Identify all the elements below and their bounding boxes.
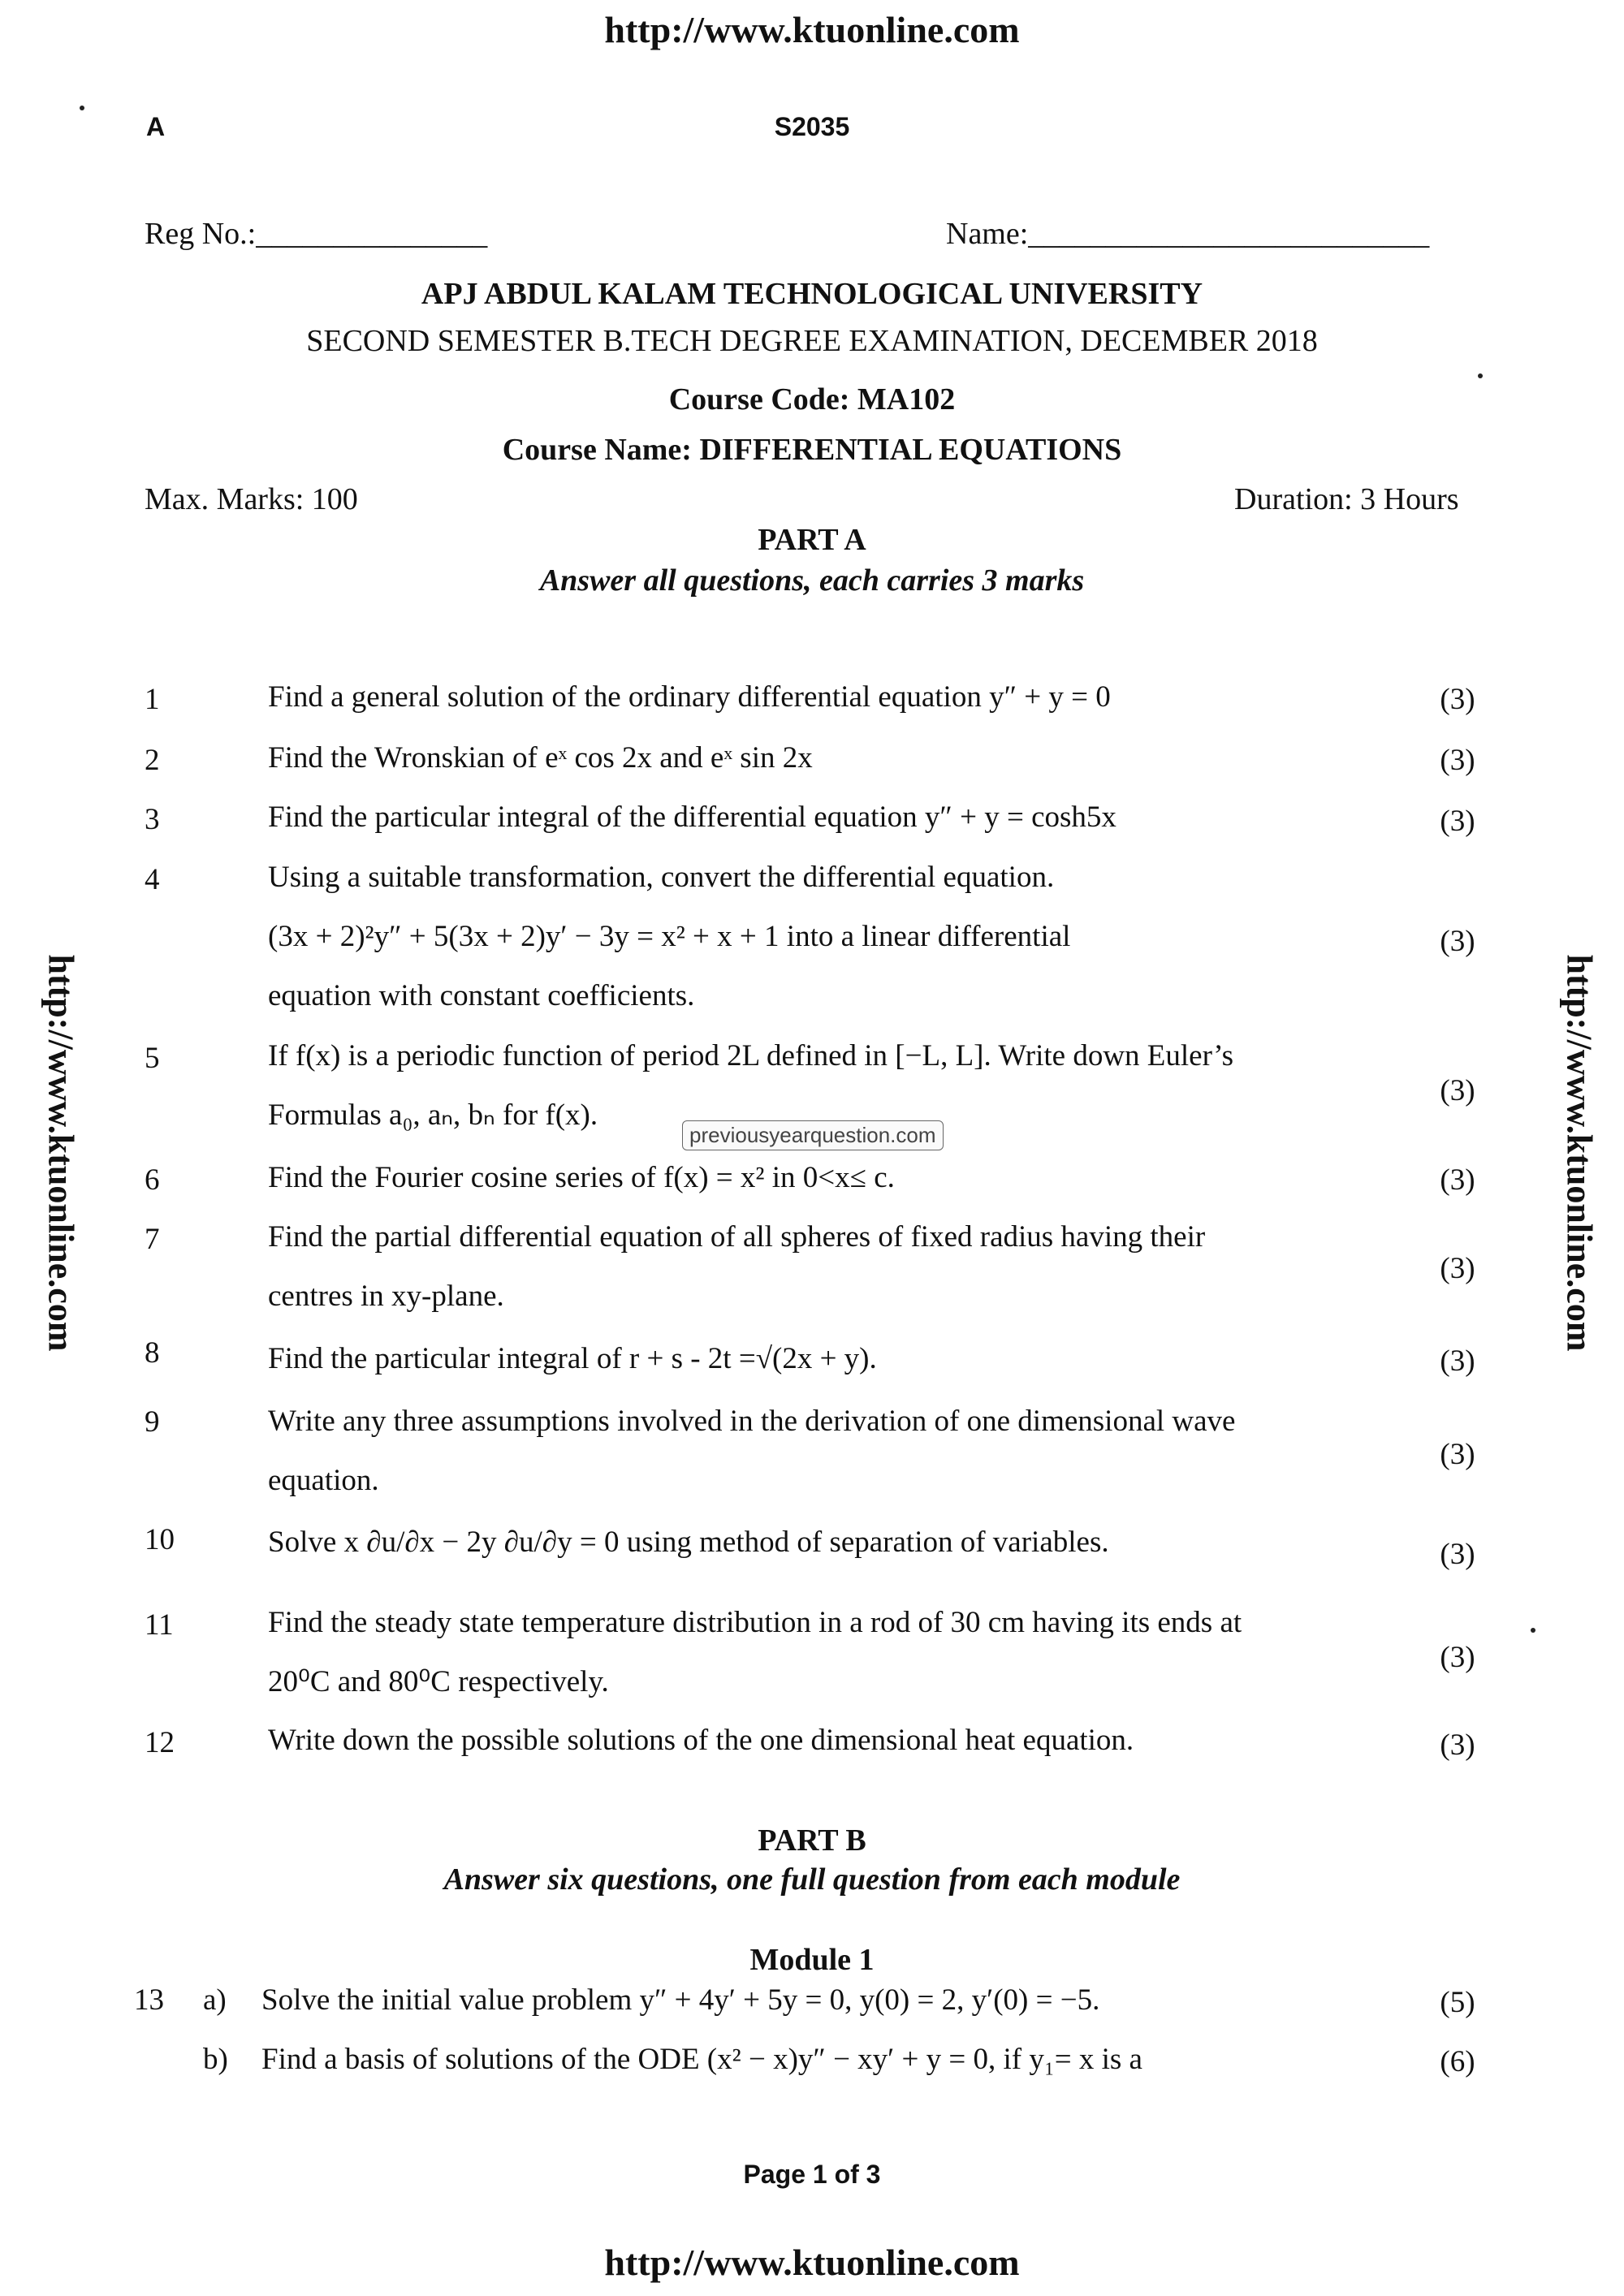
question-number: 4 xyxy=(145,863,160,896)
paper-code: S2035 xyxy=(774,112,850,141)
question-number: 10 xyxy=(145,1523,175,1556)
part-a-title: PART A xyxy=(758,523,866,557)
question-marks: (3) xyxy=(1440,1538,1475,1571)
question-text-line2: Formulas a₀, aₙ, bₙ for f(x). xyxy=(268,1098,598,1132)
subquestion-label: b) xyxy=(203,2043,228,2076)
question-number: 5 xyxy=(145,1042,160,1075)
question-text: Find a general solution of the ordinary differential equation y″ + y = 0 xyxy=(268,680,1111,714)
question-text-line2: equation. xyxy=(268,1464,379,1497)
question-number: 3 xyxy=(145,803,160,836)
question-text: Find the Fourier cosine series of f(x) = x² in 0<x≤ c. xyxy=(268,1161,895,1194)
question-number: 11 xyxy=(145,1608,174,1642)
question-number: 6 xyxy=(145,1163,160,1197)
question-text: Find a basis of solutions of the ODE (x² − x)y″ − xy′ + y = 0, if y₁= x is a xyxy=(261,2043,1142,2076)
question-marks: (3) xyxy=(1440,1728,1475,1762)
course-name: Course Name: DIFFERENTIAL EQUATIONS xyxy=(502,433,1122,467)
question-marks: (3) xyxy=(1440,744,1475,777)
exam-title: SECOND SEMESTER B.TECH DEGREE EXAMINATION, DECEMBER 2018 xyxy=(306,324,1318,358)
question-text: Write down the possible solutions of the one dimensional heat equation. xyxy=(268,1724,1134,1757)
question-text: Solve the initial value problem y″ + 4y′ + 5y = 0, y(0) = 2, y′(0) = −5. xyxy=(261,1983,1100,2017)
question-text: Find the partial differential equation of all spheres of fixed radius having their xyxy=(268,1220,1206,1254)
site-url-bottom: http://www.ktuonline.com xyxy=(604,2242,1020,2283)
module-heading: Module 1 xyxy=(749,1943,875,1977)
question-number: 9 xyxy=(145,1405,160,1439)
course-code: Course Code: MA102 xyxy=(668,382,956,416)
question-number: 2 xyxy=(145,744,160,777)
question-text: Find the particular integral of the differential equation y″ + y = cosh5x xyxy=(268,801,1116,834)
side-url-right: http://www.ktuonline.com xyxy=(1559,954,1600,1352)
university-name: APJ ABDUL KALAM TECHNOLOGICAL UNIVERSITY xyxy=(421,277,1203,311)
subquestion-label: a) xyxy=(203,1983,227,2017)
question-marks: (3) xyxy=(1440,1163,1475,1197)
site-url-top: http://www.ktuonline.com xyxy=(604,9,1020,50)
question-text-line2: 20⁰C and 80⁰C respectively. xyxy=(268,1665,609,1698)
question-text: If f(x) is a periodic function of period 2L defined in [−L, L]. Write down Euler’s xyxy=(268,1039,1233,1072)
max-marks: Max. Marks: 100 xyxy=(145,482,358,516)
question-text-line3: equation with constant coefficients. xyxy=(268,979,695,1012)
question-marks: (3) xyxy=(1440,1344,1475,1378)
question-text: Find the particular integral of r + s - 2t =√(2x + y). xyxy=(268,1342,877,1375)
part-b-instruction: Answer six questions, one full question from each module xyxy=(443,1862,1181,1897)
part-b-title: PART B xyxy=(758,1823,866,1858)
question-number: 13 xyxy=(134,1983,164,2017)
question-marks: (3) xyxy=(1440,925,1475,958)
name-field: Name:__________________________ xyxy=(946,217,1430,251)
question-text: Using a suitable transformation, convert the differential equation. xyxy=(268,861,1055,894)
reg-no-field: Reg No.:_______________ xyxy=(145,217,488,251)
part-a-instruction: Answer all questions, each carries 3 marks xyxy=(539,563,1085,598)
question-marks: (3) xyxy=(1440,1438,1475,1471)
scan-speck xyxy=(80,106,84,110)
question-text: Write any three assumptions involved in the derivation of one dimensional wave xyxy=(268,1405,1236,1438)
question-marks: (5) xyxy=(1440,1986,1475,2019)
paper-series: A xyxy=(146,112,166,141)
side-url-left: http://www.ktuonline.com xyxy=(41,954,81,1352)
question-marks: (3) xyxy=(1440,1074,1475,1107)
question-marks: (3) xyxy=(1440,805,1475,838)
question-marks: (3) xyxy=(1440,1252,1475,1285)
question-number: 1 xyxy=(145,683,160,716)
question-text: Find the Wronskian of eˣ cos 2x and eˣ sin 2x xyxy=(268,741,813,775)
question-text: Solve x ∂u/∂x − 2y ∂u/∂y = 0 using method of separation of variables. xyxy=(268,1526,1109,1559)
question-text-line2: (3x + 2)²y″ + 5(3x + 2)y′ − 3y = x² + x + 1 into a linear differential xyxy=(268,920,1071,953)
question-number: 8 xyxy=(145,1336,160,1370)
question-number: 7 xyxy=(145,1223,160,1256)
question-marks: (3) xyxy=(1440,683,1475,716)
question-marks: (6) xyxy=(1440,2045,1475,2078)
question-marks: (3) xyxy=(1440,1641,1475,1674)
page-footer: Page 1 of 3 xyxy=(743,2160,881,2189)
scan-speck xyxy=(1531,1628,1535,1633)
watermark-stamp: previousyearquestion.com xyxy=(682,1120,944,1150)
question-text-line2: centres in xy-plane. xyxy=(268,1280,504,1313)
question-number: 12 xyxy=(145,1726,175,1759)
scan-speck xyxy=(1478,373,1483,378)
duration: Duration: 3 Hours xyxy=(1234,482,1459,516)
question-text: Find the steady state temperature distribution in a rod of 30 cm having its ends at xyxy=(268,1606,1242,1639)
